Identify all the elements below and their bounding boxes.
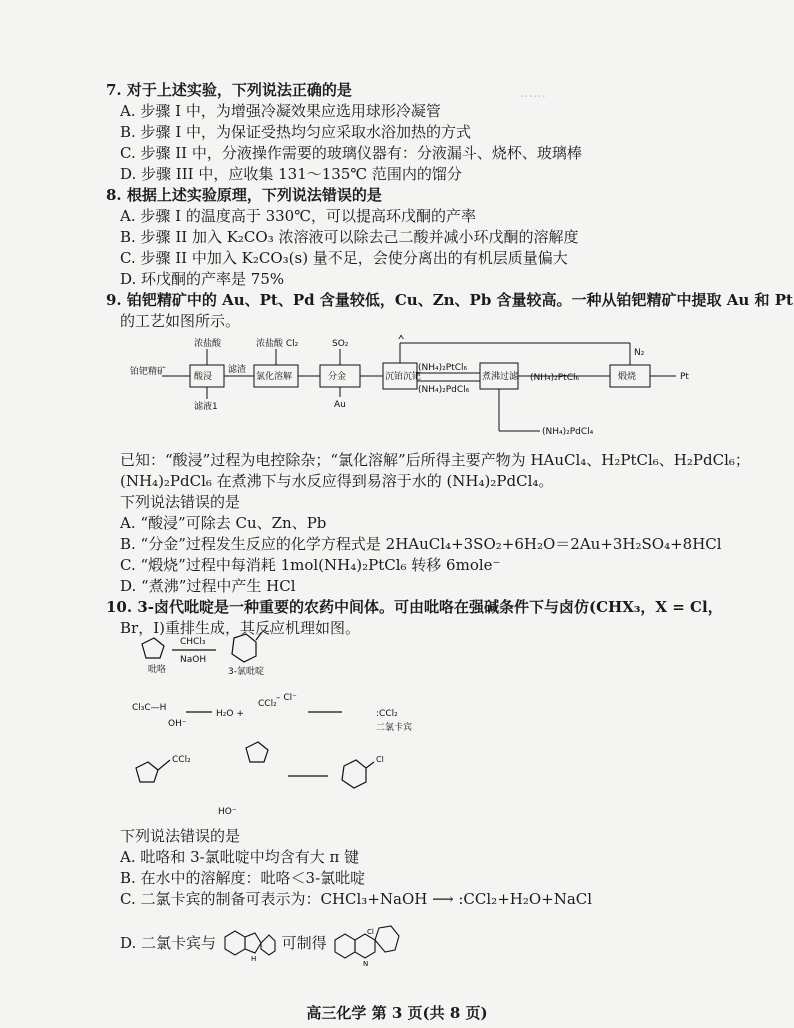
flow-in2: 浓盐酸 Cl₂ — [256, 339, 299, 349]
flow-out6a: N₂ — [634, 348, 645, 358]
q7-option-b: B. 步骤 I 中，为保证受热均匀应采取水浴加热的方式 — [120, 123, 472, 141]
flow-out3: Au — [334, 400, 346, 410]
q9-option-b: B. “分金”过程发生反应的化学方程式是 2HAuCl₄+3SO₂+6H₂O＝2Au+3H₂SO₄+8HCl — [120, 535, 722, 553]
product-structure — [331, 922, 403, 966]
q9-known-line2: (NH₄)₂PdCl₆ 在煮沸下与水反应得到易溶于水的 (NH₄)₂PdCl₄。 — [120, 472, 554, 490]
flow-mid2: (NH₄)₂PdCl₆ — [418, 385, 470, 395]
q8-stem: 8. 根据上述实验原理，下列说法错误的是 — [106, 186, 382, 204]
mech-pyrrole-name: 吡咯 — [148, 665, 167, 675]
q10-option-d — [120, 922, 780, 966]
flow-end: Pt — [680, 372, 689, 382]
q9-stem-line1: 9. 铂钯精矿中的 Au、Pt、Pd 含量较低，Cu、Zn、Pb 含量较高。一种从铂钯精矿中提取 Au 和 Pt — [106, 291, 793, 309]
q10-stem-line2: Br，I)重排生成，其反应机理如图。 — [120, 619, 360, 637]
mech-reagent1: CHCl₃ — [180, 637, 206, 647]
q10-option-d-part2: 可制得 — [281, 934, 327, 952]
q10-stem-line1: 10. 3-卤代吡啶是一种重要的农药中间体。可由吡咯在强碱条件下与卤仿(CHX₃，X = Cl， — [106, 598, 723, 616]
q9-ask: 下列说法错误的是 — [120, 493, 241, 511]
flow-in1: 浓盐酸 — [194, 339, 222, 349]
pyridine-ring — [232, 634, 256, 662]
mech-step1f: :CCl₂ — [376, 709, 398, 719]
flow-out1: 滤液1 — [194, 402, 218, 412]
flow-box5-label: 煮沸过滤 — [482, 372, 519, 382]
mech-step1e: – Cl⁻ — [276, 693, 297, 703]
mech-step2-ccl2: CCl₂ — [172, 755, 191, 765]
q7-stem: 7. 对于上述实验，下列说法正确的是 — [106, 81, 352, 99]
process-flowchart — [130, 335, 730, 445]
q8-option-a: A. 步骤 I 的温度高于 330℃，可以提高环戊酮的产率 — [120, 207, 477, 225]
mech-step1c: H₂O + — [216, 709, 244, 719]
q8-option-c: C. 步骤 II 中加入 K₂CO₃(s) 量不足，会使分离出的有机层质量偏大 — [120, 249, 568, 267]
pyrrole-ring-2 — [136, 762, 158, 782]
flow-in3: SO₂ — [332, 339, 349, 349]
q8-option-b: B. 步骤 II 加入 K₂CO₃ 浓溶液可以除去己二酸并减小环戊酮的溶解度 — [120, 228, 579, 246]
mech-ho: HO⁻ — [218, 807, 237, 817]
q7-option-c: C. 步骤 II 中，分液操作需要的玻璃仪器有：分液漏斗、烧杯、玻璃棒 — [120, 144, 582, 162]
intermediate-ring — [246, 742, 268, 762]
q9-stem-line2: 的工艺如图所示。 — [120, 312, 241, 330]
flow-box1-label: 酸浸 — [194, 372, 213, 382]
q9-known-line1: 已知：“酸浸”过程为电控除杂；“氯化溶解”后所得主要产物为 HAuCl₄、H₂PtCl₆、H₂PdCl₆； — [120, 451, 750, 469]
bleed-through-text: …… — [520, 86, 546, 101]
mech-step1a: Cl₃C—H — [132, 703, 167, 713]
q10-ask: 下列说法错误的是 — [120, 827, 241, 845]
svg-text:N: N — [363, 960, 369, 966]
flow-out5: (NH₄)₂PdCl₄ — [542, 427, 594, 437]
q9-option-a: A. “酸浸”可除去 Cu、Zn、Pb — [120, 514, 327, 532]
mech-product-name: 3-氯吡啶 — [228, 667, 264, 677]
q9-option-d: D. “煮沸”过程中产生 HCl — [120, 577, 296, 595]
q10-option-a: A. 吡咯和 3-氯吡啶中均含有大 π 键 — [120, 848, 360, 866]
mech-reagent2: NaOH — [180, 655, 207, 665]
flow-mid1: (NH₄)₂PtCl₆ — [418, 363, 468, 373]
mech-step1d: CCl₂ — [258, 699, 277, 709]
mech-cl-label — [264, 630, 272, 634]
mech-step1b: OH⁻ — [168, 719, 187, 729]
page-footer: 高三化学 第 3 页(共 8 页) — [306, 1004, 488, 1022]
flow-mid3: (NH₄)₂PtCl₆ — [530, 373, 580, 383]
q10-option-c: C. 二氯卡宾的制备可表示为：CHCl₃+NaOH ⟶ :CCl₂+H₂O+NaCl — [120, 890, 593, 908]
flow-box4-label: 沉铂沉钯 — [385, 372, 422, 382]
q10-option-d-part1: D. 二氯卡宾与 — [120, 934, 217, 952]
flow-start: 铂钯精矿 — [130, 367, 167, 377]
q8-option-d: D. 环戊酮的产率是 75% — [120, 270, 285, 288]
product-ring — [342, 760, 366, 788]
mech-cl-label-2: Cl — [376, 755, 384, 764]
mech-carbene-name: 二氯卡宾 — [376, 723, 413, 733]
indole-fused-structure — [221, 927, 277, 961]
flow-box3-label: 分金 — [328, 372, 347, 382]
q9-option-c: C. “煅烧”过程中每消耗 1mol(NH₄)₂PtCl₆ 转移 6mole⁻ — [120, 556, 501, 574]
flow-box6-label: 煅烧 — [618, 372, 637, 382]
reaction-mechanism — [128, 630, 428, 820]
flow-box2-label: 氯化溶解 — [256, 372, 293, 382]
svg-text:Cl: Cl — [367, 928, 375, 936]
q10-option-b: B. 在水中的溶解度：吡咯＜3-氯吡啶 — [120, 869, 366, 887]
q7-option-a: A. 步骤 I 中，为增强冷凝效果应选用球形冷凝管 — [120, 102, 441, 120]
flow-filtrate: 滤渣 — [228, 365, 247, 375]
flow-in4: X — [398, 335, 405, 342]
pyrrole-ring — [142, 638, 164, 658]
q7-option-d: D. 步骤 III 中，应收集 131～135℃ 范围内的馏分 — [120, 165, 462, 183]
svg-text:H: H — [250, 955, 257, 961]
